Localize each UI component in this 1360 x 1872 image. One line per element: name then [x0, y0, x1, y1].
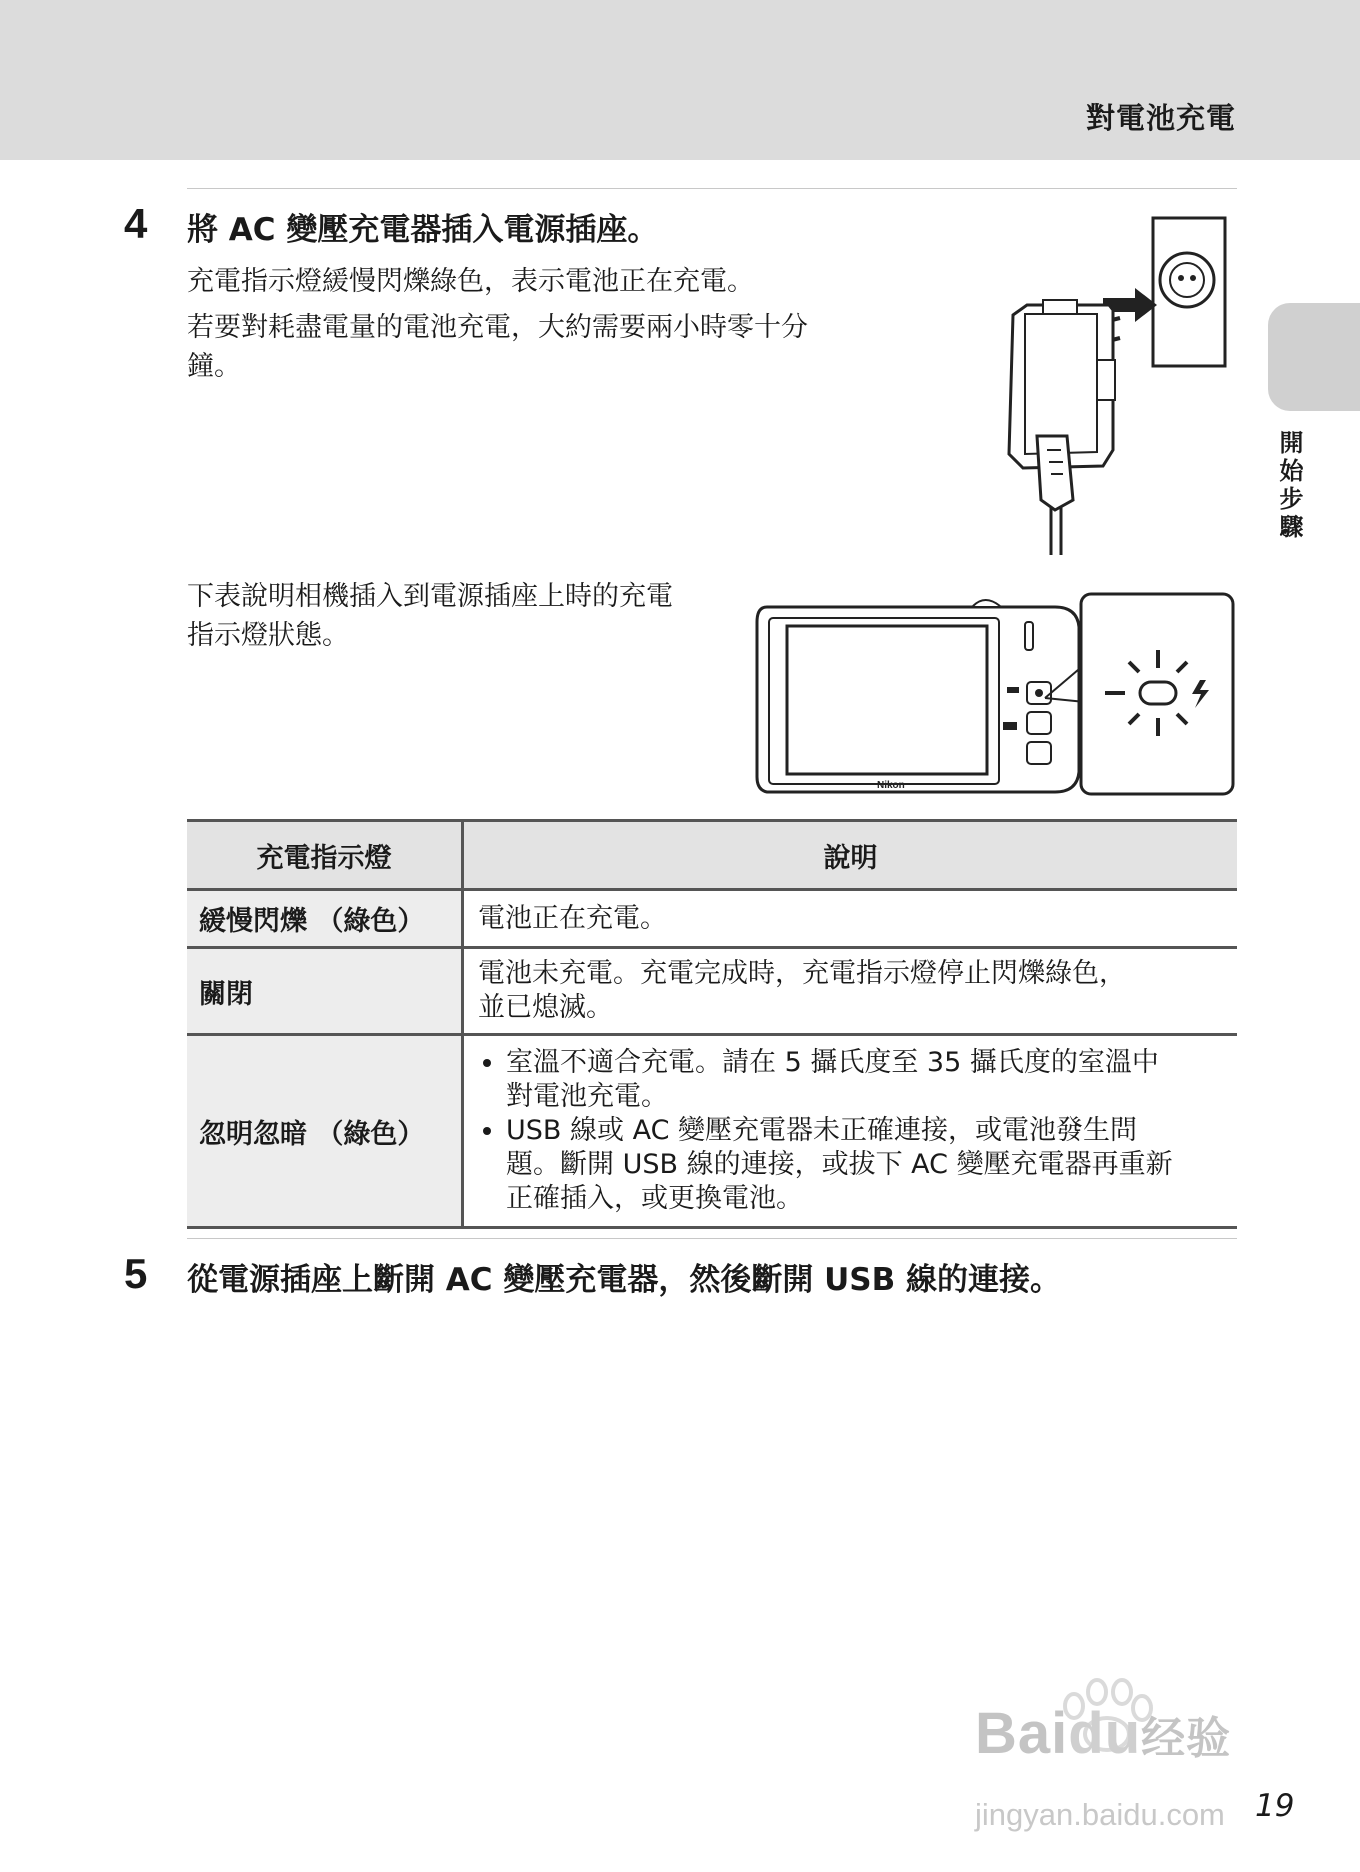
table-cell-description	[463, 1035, 1238, 1228]
table-cell-description	[463, 948, 1238, 1035]
cell-line: 正確插入，或更換電池。	[506, 1183, 803, 1214]
table-header-description: 說明	[463, 821, 1238, 890]
table-header-indicator: 充電指示燈	[187, 821, 463, 890]
table-row	[187, 948, 1237, 1035]
ac-adapter-illustration	[985, 210, 1235, 560]
step-4-paragraph-1: 充電指示燈緩慢閃爍綠色，表示電池正在充電。	[187, 266, 754, 297]
step-4-heading: 將 AC 變壓充電器插入電源插座。	[187, 212, 659, 248]
bullet-item	[506, 1046, 1225, 1114]
section-tab	[1268, 303, 1360, 411]
cell-line: • USB 線或 AC 變壓充電器未正確連接，或電池發生問	[506, 1115, 1138, 1146]
section-tab-label: 開始步驟	[1275, 430, 1303, 542]
camera-illustration	[755, 592, 1235, 798]
table-cell-description: 電池正在充電。	[463, 890, 1238, 948]
camera-brand-label: Nikon	[877, 780, 905, 791]
table-cell-state: 關閉	[187, 948, 463, 1035]
watermark-jingyan: 经验	[1141, 1714, 1232, 1763]
table-cell-state: 緩慢閃爍 （綠色）	[187, 890, 463, 948]
cell-line: • 室溫不適合充電。請在 5 攝氏度至 35 攝氏度的室溫中	[506, 1047, 1159, 1078]
step-4-paragraph-2	[187, 308, 808, 386]
paragraph-line: 鐘。	[187, 351, 241, 382]
divider	[187, 188, 1237, 189]
table-header-row	[187, 821, 1237, 890]
step-number-4: 4	[124, 200, 148, 247]
paragraph-line: 指示燈狀態。	[187, 620, 349, 651]
page-title: 對電池充電	[1085, 101, 1236, 135]
step-number-5: 5	[124, 1250, 148, 1297]
divider	[187, 1238, 1237, 1239]
cell-line: 對電池充電。	[506, 1081, 668, 1112]
table-row	[187, 1035, 1237, 1228]
cell-line: 題。斷開 USB 線的連接，或拔下 AC 變壓充電器再重新	[506, 1149, 1173, 1180]
step-5-heading: 從電源插座上斷開 AC 變壓充電器，然後斷開 USB 線的連接。	[187, 1262, 1062, 1298]
watermark-url: jingyan.baidu.com	[975, 1797, 1225, 1832]
cell-line: 電池未充電。充電完成時，充電指示燈停止閃爍綠色，	[478, 958, 1126, 989]
bullet-list	[478, 1046, 1225, 1216]
watermark-du: du	[1068, 1701, 1142, 1766]
paragraph-line: 若要對耗盡電量的電池充電，大約需要兩小時零十分	[187, 312, 808, 343]
charge-indicator-table	[187, 819, 1237, 1229]
table-row	[187, 890, 1237, 948]
watermark-text	[975, 1700, 1231, 1767]
page-number: 19	[1255, 1788, 1295, 1824]
bullet-item	[506, 1114, 1225, 1216]
step-4-paragraph-3	[187, 577, 673, 655]
table-cell-state: 忽明忽暗 （綠色）	[187, 1035, 463, 1228]
paragraph-line: 下表說明相機插入到電源插座上時的充電	[187, 581, 673, 612]
cell-line: 並已熄滅。	[478, 992, 613, 1023]
watermark-bai: Bai	[975, 1701, 1069, 1766]
